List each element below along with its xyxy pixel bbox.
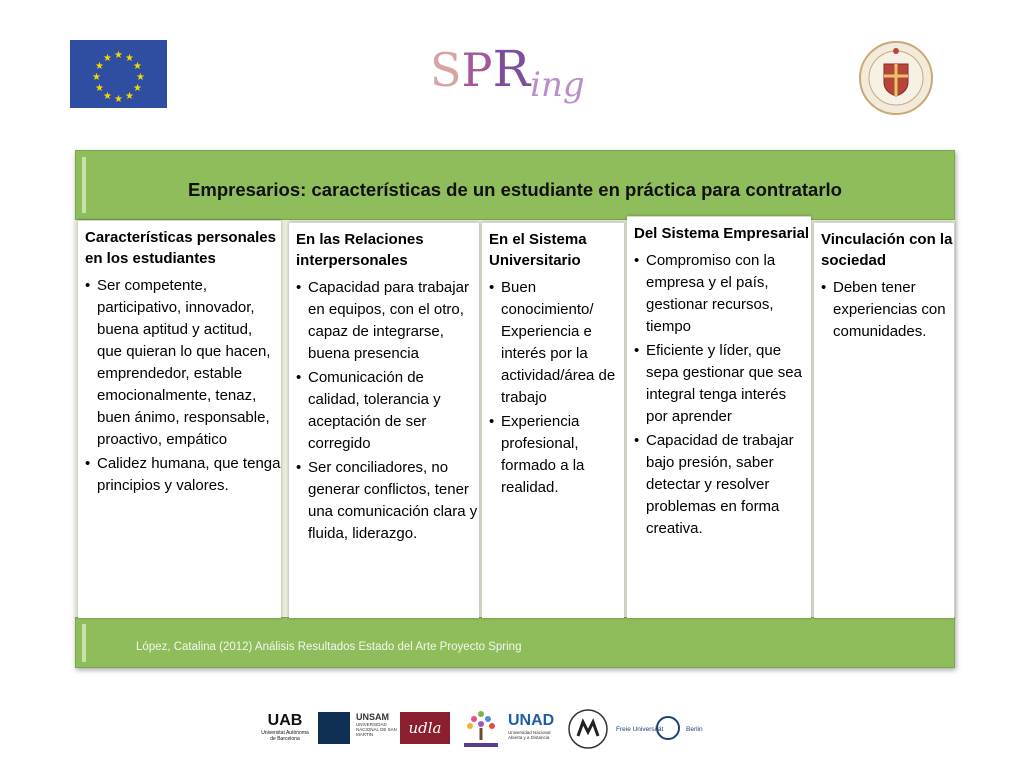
university-seal-icon [858,40,934,116]
svg-text:★: ★ [95,83,104,94]
tree-icon [458,706,504,752]
unad-logo: UNAD Universidad Nacional Abierta y a Distancia [508,712,555,740]
list-item: • Buen conocimiento/ Experiencia e interés por la actividad/área de trabajo [489,277,624,409]
bullet-list [85,275,281,497]
title-bar [75,150,955,220]
svg-text:★: ★ [95,61,104,72]
list-item: • Ser competente, participativo, innovador, buena aptitud y actitud, que quieran lo que hacen, emprendedor, estable emocionalmente, tenaz, buen ánimo, responsable, proactivo, empático [85,275,281,451]
bullet-list [634,250,811,540]
udla-logo: udla [400,712,450,744]
book-logo-icon [318,712,350,744]
column-heading: Del Sistema Empresarial [634,225,810,242]
column-personal-characteristics [78,220,281,618]
fu-seal-icon [656,716,680,740]
list-item: • Eficiente y líder, que sepa gestionar que sea integral tenga interés por aprender [634,340,811,428]
bullet-list [821,277,954,343]
uam-logo [566,708,610,750]
list-item: • Capacidad para trabajar en equipos, con el otro, capaz de integrarse, buena presencia [296,277,479,365]
uam-seal-icon [566,708,610,750]
svg-text:★: ★ [125,91,134,102]
partner-logos [260,706,720,752]
domingo-savio-logo [458,706,504,752]
column-interpersonal-relations [289,222,479,618]
list-item: • Deben tener experiencias con comunidades. [821,277,954,343]
svg-text:★: ★ [103,91,112,102]
svg-text:★: ★ [125,53,134,64]
slide-title: Empresarios: características de un estudiante en práctica para contratarlo [188,179,842,200]
list-item: • Experiencia profesional, formado a la realidad. [489,411,624,499]
eu-flag-logo [70,40,167,108]
list-item: • Ser conciliadores, no generar conflictos, tener una comunicación clara y fluida, liderazgo. [296,457,479,545]
column-heading: En el Sistema Universitario [489,231,587,269]
svg-text:★: ★ [114,50,123,61]
list-item: • Calidez humana, que tenga principios y valores. [85,453,281,497]
svg-text:★: ★ [114,94,123,105]
svg-text:★: ★ [136,72,145,83]
unsam-logo: UNSAM UNIVERSIDAD NACIONAL DE SAN MARTÍN [356,712,397,737]
footer-bar [75,617,955,668]
column-heading: Vinculación con la sociedad [821,231,953,269]
list-item: • Compromiso con la empresa y el país, gestionar recursos, tiempo [634,250,811,338]
column-business-system [627,216,811,618]
list-item: • Comunicación de calidad, tolerancia y aceptación de ser corregido [296,367,479,455]
svg-text:★: ★ [133,61,142,72]
eu-flag-icon [70,40,167,108]
spring-project-logo: SPRing [430,40,585,105]
bullet-list [296,277,479,545]
column-heading: En las Relaciones interpersonales [296,231,424,269]
column-university-system [482,222,624,618]
svg-text:★: ★ [133,83,142,94]
svg-text:★: ★ [103,53,112,64]
citation-text: López, Catalina (2012) Análisis Resultados Estado del Arte Proyecto Spring [136,641,522,653]
university-seal-logo [858,40,934,116]
column-society-link [814,222,954,618]
bullet-list [489,277,624,499]
list-item: • Capacidad de trabajar bajo presión, saber detectar y resolver problemas en forma creativa. [634,430,811,540]
column-heading: Características personales en los estudiantes [85,229,276,267]
fu-berlin-logo: Freie Universität Berlin [616,706,720,752]
uab-logo: UAB Universitat Autònoma de Barcelona [261,712,309,742]
svg-text:★: ★ [92,72,101,83]
